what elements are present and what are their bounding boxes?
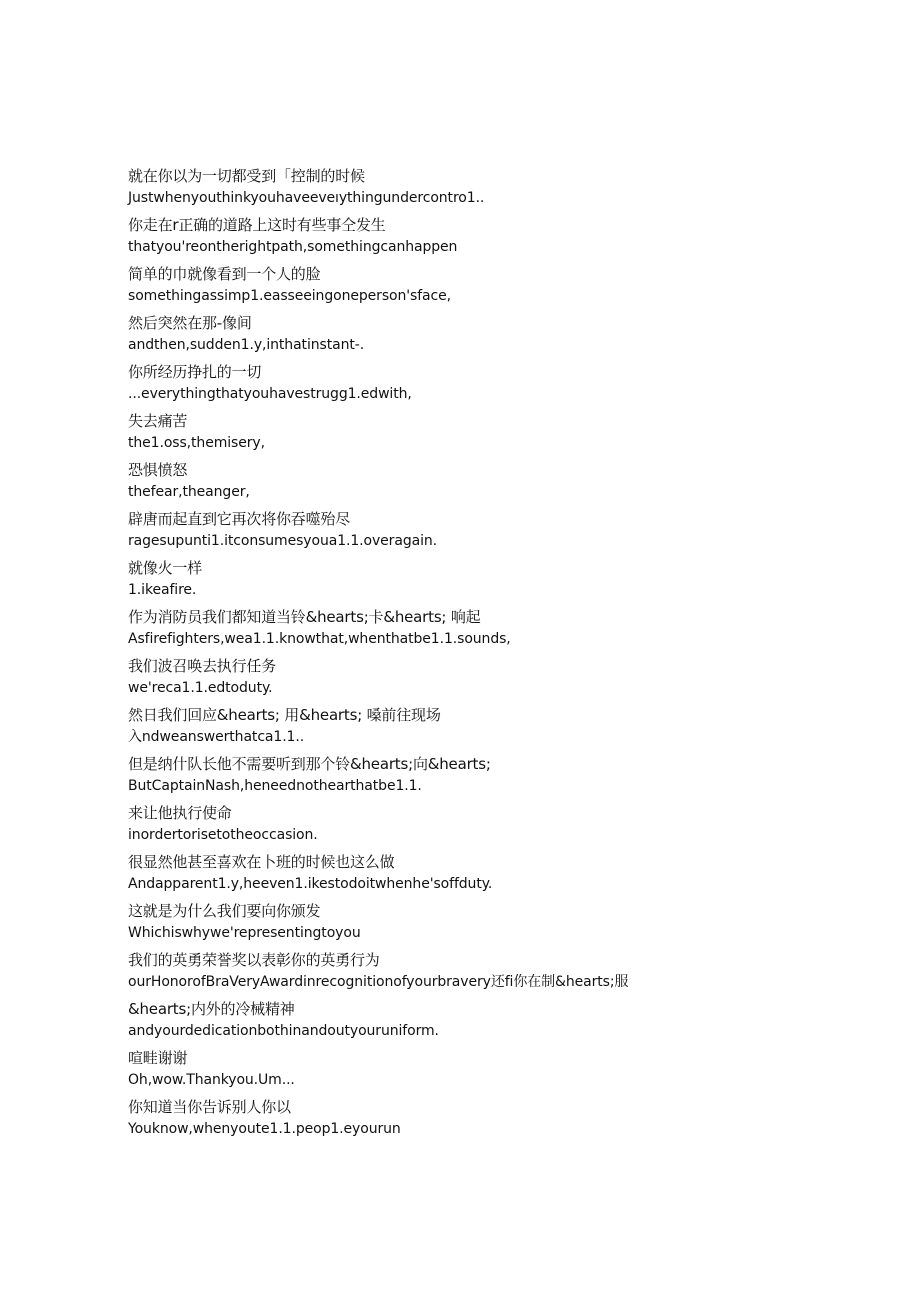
transcript-line-zh: &hearts;内外的冷械精神 bbox=[128, 1000, 295, 1018]
transcript-line-en: 1.ikeafire. bbox=[128, 582, 197, 598]
transcript-line-en: andthen,sudden1.y,inthatinstant-. bbox=[128, 337, 365, 353]
transcript-line-zh: 恐惧愤怒 bbox=[128, 461, 188, 479]
transcript-line-en: ourHonorofBraVeryAwardinrecognitionofyourbravery还fi你在制&hearts;服 bbox=[128, 974, 629, 990]
transcript-line-en: ...everythingthatyouhavestrugg1.edwith, bbox=[128, 386, 412, 402]
transcript-line-en: thefear,theanger, bbox=[128, 484, 250, 500]
transcript-line-en: 入ndweanswerthatca1.1.. bbox=[128, 729, 305, 745]
transcript-line-zh: 失去痛苦 bbox=[128, 412, 188, 430]
transcript-line-zh: 然日我们回应&hearts; 用&hearts; 嗓前往现场 bbox=[128, 706, 441, 724]
transcript-line-zh: 然后突然在那-像间 bbox=[128, 314, 252, 332]
transcript-line-zh: 简单的巾就像看到一个人的脸 bbox=[128, 265, 321, 283]
transcript-line-en: Justwhenyouthinkyouhaveeveıythingundercontro1.. bbox=[128, 190, 485, 206]
transcript-line-zh: 来让他执行使命 bbox=[128, 804, 232, 822]
transcript-line-zh: 就在你以为一切都受到「控制的时候 bbox=[128, 167, 365, 185]
transcript-line-zh: 辟唐而起直到它再次将你吞噬殆尽 bbox=[128, 510, 351, 528]
transcript-line-en: Andapparent1.y,heeven1.ikestodoitwhenhe'soffduty. bbox=[128, 876, 493, 892]
transcript-line-en: inordertorisetotheoccasion. bbox=[128, 827, 318, 843]
transcript-line-en: Asfirefighters,wea1.1.knowthat,whenthatbe1.1.sounds, bbox=[128, 631, 511, 647]
transcript-line-zh: 但是纳什队长他不需要听到那个铃&hearts;向&hearts; bbox=[128, 755, 491, 773]
transcript-line-en: andyourdedicationbothinandoutyouruniform. bbox=[128, 1023, 439, 1039]
transcript-line-en: somethingassimp1.easseeingoneperson'sface, bbox=[128, 288, 451, 304]
transcript-line-en: ButCaptainNash,heneednothearthatbe1.1. bbox=[128, 778, 422, 794]
transcript-line-zh: 你所经历挣扎的一切 bbox=[128, 363, 262, 381]
subtitle-transcript bbox=[128, 165, 688, 1145]
transcript-line-zh: 作为消防员我们都知道当铃&hearts;卡&hearts; 响起 bbox=[128, 608, 481, 626]
transcript-line-en: Whichiswhywe'representingtoyou bbox=[128, 925, 361, 941]
transcript-line-zh: 我们波召唤去执行任务 bbox=[128, 657, 277, 675]
transcript-line-zh: 喧畦谢谢 bbox=[128, 1049, 188, 1067]
transcript-line-zh: 我们的英勇荣誉奖以表彰你的英勇行为 bbox=[128, 951, 380, 969]
transcript-line-en: we'reca1.1.edtoduty. bbox=[128, 680, 273, 696]
transcript-line-en: ragesupunti1.itconsumesyoua1.1.overagain. bbox=[128, 533, 437, 549]
transcript-line-zh: 这就是为什么我们要向你颁发 bbox=[128, 902, 321, 920]
transcript-line-zh: 你知道当你告诉别人你以 bbox=[128, 1098, 291, 1116]
transcript-line-zh: 你走在r正确的道路上这时有些事仝发生 bbox=[128, 216, 386, 234]
transcript-line-en: Oh,wow.Thankyou.Um... bbox=[128, 1072, 295, 1088]
transcript-line-en: the1.oss,themisery, bbox=[128, 435, 265, 451]
transcript-line-zh: 就像火一样 bbox=[128, 559, 203, 577]
transcript-line-en: Youknow,whenyoute1.1.peop1.eyourun bbox=[128, 1121, 401, 1137]
transcript-line-en: thatyou'reontherightpath,somethingcanhappen bbox=[128, 239, 458, 255]
transcript-line-zh: 很显然他甚至喜欢在卜班的时候也这么做 bbox=[128, 853, 395, 871]
